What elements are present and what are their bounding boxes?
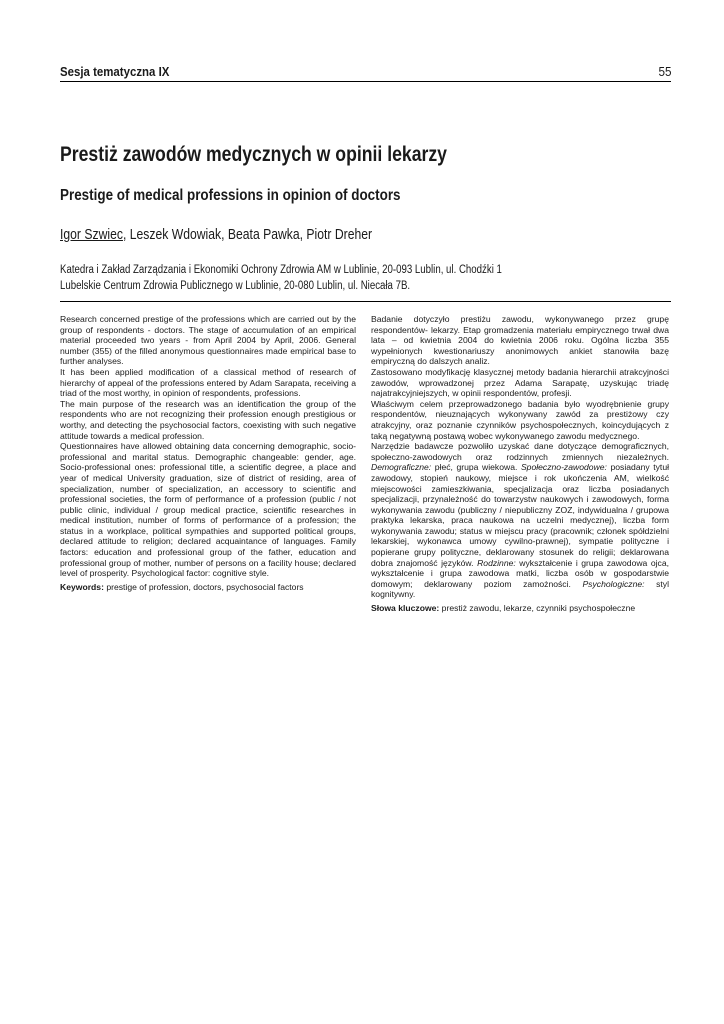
keywords-text: prestige of profession, doctors, psychosocial factors: [103, 581, 304, 592]
abstract-en-paragraph-2: It has been applied modification of a classical method of research of hierarchy of appeal of the professions entered by Adam Sarapata, receiving a triad of the most worthy, in opinion of respondents, professions.: [60, 366, 356, 399]
keywords-english: [60, 582, 356, 593]
keywords-polish: [371, 603, 669, 614]
affiliation-2: Lubelskie Centrum Zdrowia Publicznego w Lublinie, 20-080 Lublin, ul. Niecała 7B.: [60, 280, 411, 292]
demographic-label: Demograficzne:: [371, 462, 432, 473]
abstract-pl-paragraph-3: Właściwym celem przeprowadzonego badania było wyodrębnienie grupy respondentów, nieuznających wykonywany zawód za prestiżowy czy atrakcyjny, oraz poznanie czynników psychospołecznych, koincydujących z taką negatywną postawą wobec wykonywanego zawodu medycznego.: [371, 398, 669, 441]
family-text: wykształcenie i grupa zawodowa ojca, wykształcenie i grupa zawodowa matki, liczba osób w gospodarstwie domowym; deklarowany poziom zamożności.: [371, 557, 669, 589]
running-header: [60, 64, 671, 82]
demographic-text: płeć, grupa wiekowa.: [431, 462, 521, 473]
corresponding-author: Igor Szwiec: [60, 227, 123, 243]
affiliation-1: Katedra i Zakład Zarządzania i Ekonomiki Ochrony Zdrowia AM w Lublinie, 20-093 Lublin, ul. Chodźki 1: [60, 264, 502, 276]
article-title-polish: Prestiż zawodów medycznych w opinii lekarzy: [60, 142, 448, 166]
article-title-english: Prestige of medical professions in opinion of doctors: [60, 187, 401, 204]
variables-intro: Narzędzie badawcze pozwoliło uzyskać dane dotyczące demograficznych, społeczno-zawodowych oraz rodzinnych zmiennych niezależnych.: [371, 441, 669, 462]
affiliations: [60, 262, 648, 294]
keywords-label-pl: Słowa kluczowe:: [371, 603, 440, 614]
psychological-text: styl kognitywny.: [371, 578, 670, 600]
abstract-pl-paragraph-2: Zastosowano modyfikację klasycznej metody badania hierarchii atrakcyjności zawodów, wprowadzonej przez Adama Sarapatę, uzyskując triadę najatrakcyjniejszych, w opinii respondentów, profesji.: [371, 366, 669, 399]
keywords-label: Keywords:: [60, 581, 104, 592]
abstract-polish: [371, 314, 669, 614]
keywords-text-pl: prestiż zawodu, lekarze, czynniki psychospołeczne: [439, 603, 636, 614]
psychological-label: Psychologiczne:: [582, 578, 645, 589]
divider-rule: [60, 301, 671, 302]
abstract-pl-paragraph-4: [371, 441, 669, 600]
co-authors: , Leszek Wdowiak, Beata Pawka, Piotr Dreher: [122, 227, 373, 243]
section-label: Sesja tematyczna IX: [60, 64, 170, 79]
abstract-pl-paragraph-1: Badanie dotyczyło prestiżu zawodu, wykonywanego przez grupę respondentów- lekarzy. Etap gromadzenia materiału empirycznego trwał dwa lata – od kwietnia 2004 do kwietnia 2006 roku. Ogólna liczba 355 wypełnionych kwestionariuszy anonimowych ankiet stanowiła bazę empiryczną do dalszych analiz.: [371, 314, 669, 367]
abstract-en-paragraph-1: Research concerned prestige of the professions which are carried out by the group of respondents - doctors. The stage of accumulation of an empirical material proceeded two years - from April 2004 by April, 2006. General number (355) of the filled anonymous questionnaires made empirical base to further analyses.: [60, 314, 356, 367]
socio-professional-text: posiadany tytuł zawodowy, stopień naukowy, miejsce i rok ukończenia AM, wielkość miejscowości zamieszkiwania, specjalizacja oraz liczba posiadanych specjalizacji, przynależność do towarzystw naukowych i zawodowych, forma wykonywania zawodu (publiczny / niepubliczny ZOZ, indywidualna / grupowa praktyka lekarska, praca naukowa na uczelni medycznej), liczba form wykonywania zawodu; status w miejscu pracy (pracownik; członek spółdzielni lekarskiej, wykonawca umowy cywilno-prawnej), sympatie polityczne i popierane grupy polityczne, deklarowany stosunek do religii; deklarowana dobra znajomość języków.: [371, 462, 670, 568]
abstract-en-paragraph-3: The main purpose of the research was an identification the group of the respondents who are not recognizing their profession enough prestigious or worthy, and detecting the psychosocial factors, coexisting with such negative attitude towards a medical profession.: [60, 398, 356, 441]
abstract-english: [60, 314, 356, 592]
socio-professional-label: Społeczno-zawodowe:: [520, 462, 607, 473]
abstract-en-paragraph-4: Questionnaires have allowed obtaining data concerning demographic, socio-professional and marital status. Demographic changeable: gender, age. Socio-professional ones: professional title, a scientific degree, a place and year of medical University graduation, size of district of residing, area of specialization, number of specialization, an accessory to scientific and professional societies, the form of performance of a profession (public / not public clinic, individual / group medical practice, scientific researches in medical institution, number of forms of performance of a profession; the status in a workplace, political sympathies and supported political groups, declared attitude to religion; declared acquaintance of languages. Family factors: education and professional group of the father, education and professional group of mother, number of persons on a facility house; declared level of prosperity. Psychological factor: cognitive style.: [60, 441, 356, 579]
page-number: 55: [657, 64, 671, 79]
author-list: [60, 227, 372, 243]
family-label: Rodzinne:: [477, 557, 516, 568]
